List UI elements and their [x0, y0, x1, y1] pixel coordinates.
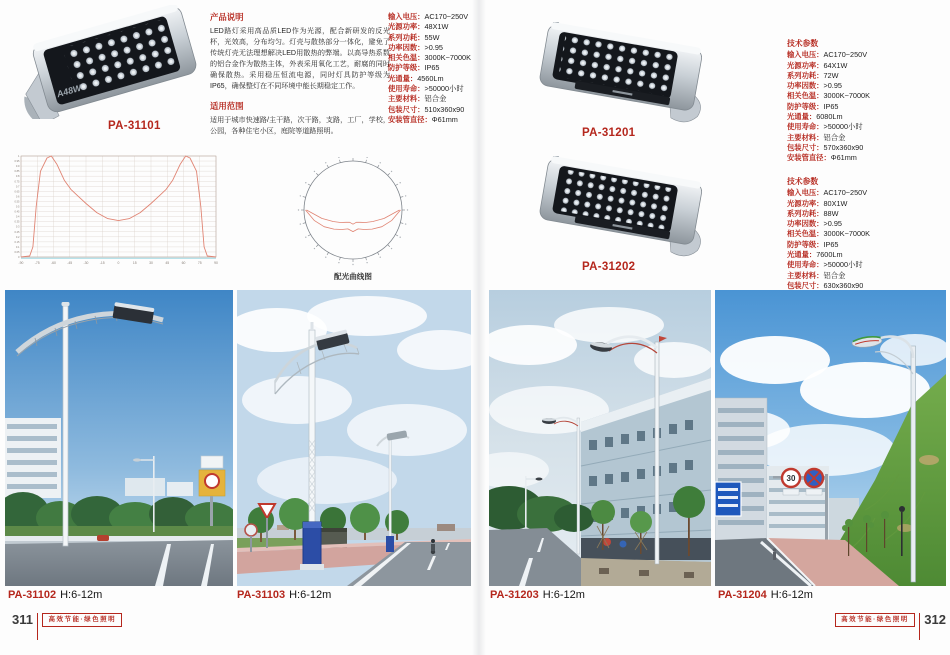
polar-distribution-chart — [296, 157, 410, 267]
footer-divider — [37, 613, 39, 640]
spec-label: 使用寿命： — [388, 84, 425, 94]
pedestrian — [773, 552, 776, 560]
svg-text:-90: -90 — [18, 261, 24, 265]
spec-label: 系列功耗： — [787, 208, 824, 218]
svg-text:15: 15 — [132, 261, 137, 265]
spec-row — [388, 63, 471, 73]
svg-text:0.7: 0.7 — [15, 185, 20, 189]
photo-height: H:6-12m — [60, 589, 103, 601]
photo-caption — [718, 589, 813, 601]
secondary-streetlight — [153, 456, 155, 532]
spec-value: >50000小时 — [424, 84, 464, 94]
spec-row — [787, 122, 870, 132]
car — [97, 535, 109, 541]
footer-divider — [919, 613, 921, 640]
spec-list-title: 技术参数 — [787, 177, 819, 186]
svg-text:0.8: 0.8 — [15, 175, 20, 179]
page-number-left: 311 — [12, 612, 33, 627]
spec-value: Φ61mm — [830, 153, 857, 163]
spec-label: 系列功耗： — [388, 32, 425, 42]
spec-label: 系列功耗： — [787, 70, 824, 80]
spec-value: 630x360x90 — [823, 280, 864, 290]
spec-value: 3000K~7000K — [424, 53, 471, 63]
photo-model: PA-31102 — [8, 589, 57, 601]
spec-row — [787, 260, 870, 270]
spec-row — [388, 43, 471, 53]
spec-value: 55W — [424, 32, 440, 42]
spec-value: 3000K~7000K — [823, 229, 870, 239]
spec-value: AC170~250V — [823, 188, 868, 198]
photo-caption — [237, 589, 331, 601]
spec-label: 输入电压： — [787, 50, 824, 60]
spec-row — [787, 229, 870, 239]
spec-label: 主要材料： — [388, 94, 425, 104]
photo-model: PA-31204 — [718, 589, 767, 601]
svg-text:0.6: 0.6 — [15, 195, 20, 199]
spec-row — [787, 209, 870, 219]
spec-row — [787, 219, 870, 229]
spec-row — [388, 33, 471, 43]
spec-label: 光源功率： — [388, 22, 425, 32]
svg-text:30: 30 — [149, 261, 153, 265]
spec-value: 72W — [823, 70, 839, 80]
spec-label: 输入电压： — [787, 188, 824, 198]
spec-row — [787, 250, 870, 260]
spec-value: 铝合金 — [823, 270, 846, 280]
svg-text:0.1: 0.1 — [15, 245, 20, 249]
intensity-curve-chart — [8, 151, 222, 273]
spec-label: 输入电压： — [388, 12, 425, 21]
spec-label: 主要材料： — [787, 132, 824, 142]
spec-row — [787, 71, 870, 81]
spec-row — [388, 22, 471, 32]
spec-row — [787, 50, 870, 60]
svg-text:0.65: 0.65 — [14, 190, 20, 194]
spec-value: >50000小时 — [823, 122, 863, 132]
footer-left — [12, 613, 122, 640]
svg-text:0.2: 0.2 — [15, 235, 20, 239]
svg-text:45: 45 — [165, 261, 170, 265]
svg-text:1: 1 — [18, 155, 20, 158]
svg-text:0.75: 0.75 — [14, 180, 20, 184]
page-fold — [472, 0, 486, 655]
far-streetlight — [525, 476, 527, 536]
spec-label: 包装尺寸： — [787, 280, 824, 290]
blue-umbrella — [620, 541, 627, 548]
spec-row — [388, 94, 471, 104]
product-image-pa-31101 — [6, 5, 204, 119]
road-sign-plate — [201, 456, 223, 468]
spec-value: 88W — [823, 208, 839, 218]
spec-list-title: 技术参数 — [787, 39, 819, 48]
photo-height: H:6-12m — [770, 589, 813, 601]
spec-value: >0.95 — [823, 81, 842, 91]
streetlight-pole — [63, 306, 68, 546]
spec-label: 功率因数： — [787, 219, 824, 229]
photo-caption — [490, 589, 585, 601]
spec-label: 功率因数： — [388, 42, 425, 52]
photo-height: H:6-12m — [289, 589, 332, 601]
product-image-pa-31202 — [516, 156, 720, 258]
svg-text:-30: -30 — [83, 261, 89, 265]
spec-row — [388, 105, 471, 115]
photo-pa-31204 — [715, 290, 946, 586]
spec-value: 铝合金 — [823, 132, 846, 142]
svg-text:0.15: 0.15 — [14, 240, 20, 244]
spec-value: IP65 — [823, 239, 839, 249]
main-streetlight-pole — [911, 346, 916, 582]
young-tree — [591, 500, 615, 524]
garden-lamp — [901, 512, 903, 556]
svg-text:90: 90 — [214, 261, 218, 265]
spec-row — [787, 240, 870, 250]
svg-text:0.85: 0.85 — [14, 170, 20, 174]
photo-pa-31103 — [237, 290, 471, 586]
scope-title: 适用范围 — [210, 100, 244, 111]
spec-row — [787, 153, 870, 163]
svg-text:0.9: 0.9 — [15, 165, 20, 169]
description-title: 产品说明 — [210, 12, 244, 22]
spec-label: 主要材料： — [787, 270, 824, 280]
spec-row — [787, 81, 870, 91]
spec-value: 64X1W — [823, 60, 848, 70]
scope-body: 适用于城市快速路/主干路，次干路，支路，工厂，学校，公园，各种住宅小区，庭院等道路照明。 — [210, 115, 390, 135]
spec-value: >50000小时 — [823, 260, 863, 270]
spec-value: >0.95 — [823, 219, 842, 229]
spec-label: 包装尺寸： — [388, 104, 425, 114]
description-body: LED路灯采用高品质LED作为光源，配合新研发的反光杯，光效高，分布均匀。灯壳与散热部分一体化，避免了传统灯壳无法理想解决LED用散热的弊端。以高导热系数的铝合金作为散热主体，外表采用氧化工艺，耐腐的同时确保散热。采用稳压恒流电源，同时灯具防护等级为IP65，确保整灯在不同环境中能长期稳定工作。 — [210, 27, 390, 90]
guardrail — [5, 536, 233, 541]
spec-label: 使用寿命： — [787, 122, 824, 132]
svg-text:0.25: 0.25 — [14, 230, 20, 234]
spec-list-pa-31201 — [787, 39, 870, 164]
spec-value: 4560Lm — [417, 73, 444, 83]
page-number-right: 312 — [924, 612, 946, 627]
spec-label: 使用寿命： — [787, 260, 824, 270]
svg-text:0.5: 0.5 — [15, 205, 20, 209]
spec-value: 570x360x90 — [823, 142, 864, 152]
product-model-pa-31202: PA-31202 — [582, 261, 636, 273]
spec-value: 7600Lm — [816, 250, 843, 260]
spec-row — [388, 115, 471, 125]
spec-value: AC170~250V — [823, 50, 868, 60]
spec-value: Φ61mm — [431, 114, 458, 124]
product-image-pa-31201 — [516, 22, 720, 124]
spec-value: IP65 — [424, 63, 440, 73]
spec-label: 包装尺寸： — [787, 142, 824, 152]
spec-label: 防护等级： — [388, 63, 425, 73]
photo-height: H:6-12m — [542, 589, 585, 601]
svg-text:0.95: 0.95 — [14, 160, 20, 164]
mid-streetlight-pole — [577, 418, 580, 554]
spec-label: 光通量： — [787, 250, 817, 260]
spec-row — [787, 102, 870, 112]
spec-row — [787, 133, 870, 143]
polar-chart-caption: 配光曲线图 — [334, 272, 372, 281]
spec-value: 3000K~7000K — [823, 91, 870, 101]
svg-text:0.3: 0.3 — [15, 225, 20, 229]
spec-label: 安装管直径： — [787, 153, 831, 163]
spec-label: 功率因数： — [787, 81, 824, 91]
spec-row — [787, 199, 870, 209]
svg-text:0.35: 0.35 — [14, 220, 20, 224]
spec-row — [787, 271, 870, 281]
main-streetlight-pole — [655, 342, 659, 564]
svg-text:60: 60 — [181, 261, 186, 265]
round-sign — [245, 524, 257, 536]
spec-value: 6080Lm — [816, 112, 843, 122]
spec-value: 铝合金 — [424, 94, 447, 104]
svg-text:0: 0 — [18, 256, 20, 259]
spec-row — [388, 84, 471, 94]
photo-model: PA-31103 — [237, 589, 286, 601]
spec-value: 510x360x90 — [424, 104, 465, 114]
svg-text:-45: -45 — [67, 261, 73, 265]
spec-value: >0.95 — [424, 42, 443, 52]
footer-slogan: 高效节能·绿色照明 — [42, 613, 122, 627]
svg-text:-60: -60 — [51, 261, 56, 265]
spec-row — [787, 143, 870, 153]
spec-label: 防护等级： — [787, 239, 824, 249]
spec-label: 相关色温： — [787, 229, 824, 239]
spec-row — [787, 61, 870, 71]
spec-value: AC170~250V — [424, 12, 469, 21]
spec-row — [388, 53, 471, 63]
footer-right — [835, 613, 946, 640]
road — [5, 540, 233, 586]
product-model-pa-31201: PA-31201 — [582, 127, 636, 139]
spec-row — [787, 188, 870, 198]
spec-value: IP65 — [823, 101, 839, 111]
svg-text:0.05: 0.05 — [14, 250, 20, 254]
blue-pole-base — [303, 522, 321, 566]
speed-limit-value: 30 — [786, 474, 796, 483]
spec-value: 48X1W — [424, 22, 449, 32]
spec-label: 防护等级： — [787, 101, 824, 111]
spec-label: 光源功率： — [787, 60, 824, 70]
photo-pa-31102 — [5, 290, 233, 586]
spec-label: 相关色温： — [388, 53, 425, 63]
spec-row — [388, 12, 471, 22]
product-model-pa-31101: PA-31101 — [108, 120, 161, 132]
spec-label: 安装管直径： — [388, 114, 432, 124]
photo-caption — [8, 589, 102, 601]
spec-value: 80X1W — [823, 198, 848, 208]
svg-text:0.4: 0.4 — [15, 215, 20, 219]
spec-label: 相关色温： — [787, 91, 824, 101]
spec-row — [388, 74, 471, 84]
spec-label: 光通量： — [388, 73, 418, 83]
svg-text:0: 0 — [117, 261, 120, 265]
svg-text:-75: -75 — [34, 261, 40, 265]
svg-text:75: 75 — [197, 261, 202, 265]
footer-slogan: 高效节能·绿色照明 — [835, 613, 915, 627]
svg-text:0.45: 0.45 — [14, 210, 20, 214]
photo-pa-31203 — [489, 290, 711, 586]
product-badge: A48W — [55, 82, 83, 100]
photo-model: PA-31203 — [490, 589, 539, 601]
svg-text:0.55: 0.55 — [14, 200, 20, 204]
spec-label: 光源功率： — [787, 198, 824, 208]
product-description — [210, 11, 390, 145]
spec-label: 光通量： — [787, 112, 817, 122]
spec-list-pa-31101 — [388, 12, 471, 125]
spec-list-pa-31202 — [787, 177, 870, 302]
spec-row — [787, 91, 870, 101]
svg-text:-15: -15 — [99, 261, 105, 265]
spec-row — [787, 112, 870, 122]
secondary-pole — [389, 440, 391, 552]
